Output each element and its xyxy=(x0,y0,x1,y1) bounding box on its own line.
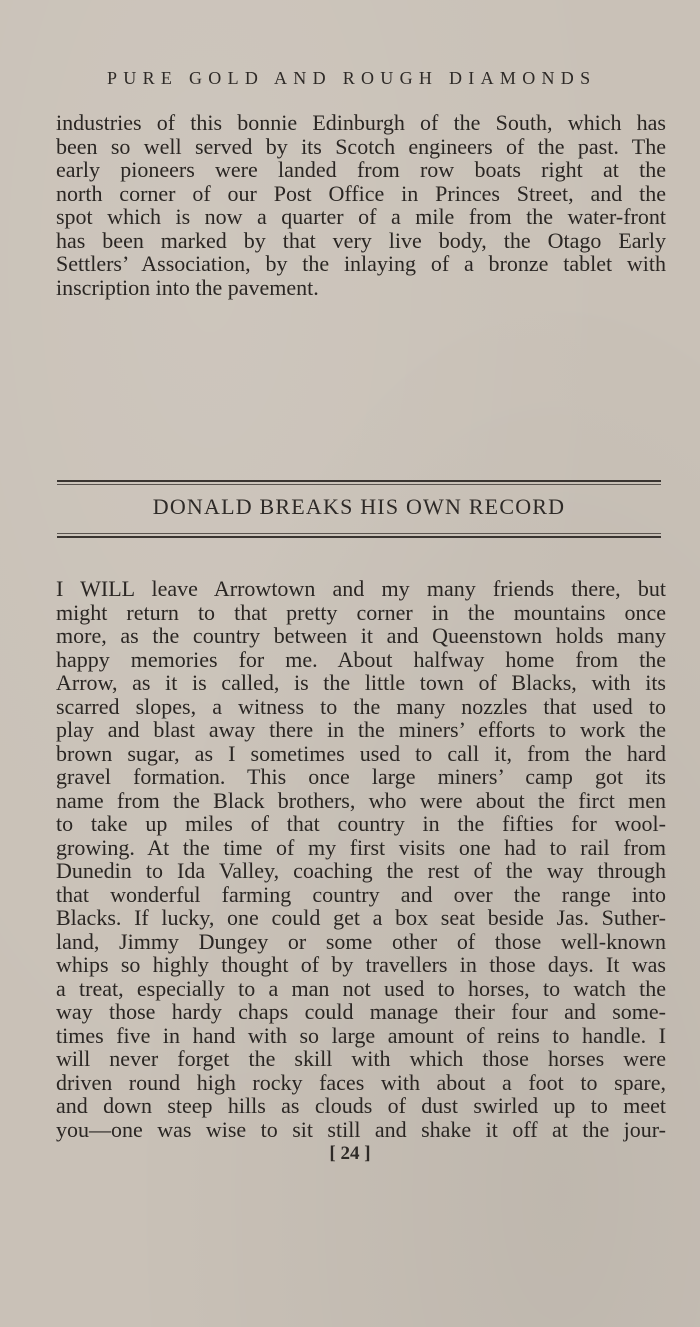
text-line: Arrow, as it is called, is the little town of Blacks, with its xyxy=(56,670,666,695)
text-line: scarred slopes, a witness to the many nozzles that used to xyxy=(56,693,666,719)
text-line: that wonderful farming country and over the range into xyxy=(56,881,666,907)
chapter-rule-top xyxy=(57,480,661,485)
text-line: Settlers’ Association, by the inlaying of a bronze tablet with xyxy=(56,251,666,276)
text-line: more, as the country between it and Queenstown holds many xyxy=(56,623,666,648)
text-line: gravel formation. This once large miners’ camp got its xyxy=(56,764,666,789)
text-line: Dunedin to Ida Valley, coaching the rest of the way through xyxy=(56,858,666,883)
text-line: a treat, especially to a man not used to horses, to watch the xyxy=(56,975,666,1001)
running-head: PURE GOLD AND ROUGH DIAMONDS xyxy=(107,68,597,88)
text-line: land, Jimmy Dungey or some other of those well-known xyxy=(56,928,666,954)
text-line: early pioneers were landed from row boats right at the xyxy=(56,157,666,182)
chapter-body-paragraph xyxy=(56,577,666,1141)
text-line: Blacks. If lucky, one could get a box seat beside Jas. Suther- xyxy=(56,905,666,930)
text-line: name from the Black brothers, who were about the firct men xyxy=(56,787,666,813)
text-line: has been marked by that very live body, the Otago Early xyxy=(56,227,666,253)
text-line: growing. At the time of my first visits one had to rail from xyxy=(56,834,666,860)
text-line: industries of this bonnie Edinburgh of the South, which has xyxy=(56,110,666,135)
text-line: spot which is now a quarter of a mile from the water-front xyxy=(56,204,666,229)
text-line: whips so highly thought of by travellers in those days. It was xyxy=(56,952,666,977)
rule-thick-line xyxy=(57,480,661,482)
text-line: north corner of our Post Office in Princes Street, and the xyxy=(56,180,666,206)
text-line: and down steep hills as clouds of dust swirled up to meet xyxy=(56,1093,666,1118)
text-line: brown sugar, as I sometimes used to call it, from the hard xyxy=(56,740,666,766)
text-line: happy memories for me. About halfway home from the xyxy=(56,646,666,672)
rule-thin-line xyxy=(57,533,661,534)
text-line: might return to that pretty corner in the mountains once xyxy=(56,599,666,625)
chapter-title: DONALD BREAKS HIS OWN RECORD xyxy=(152,494,566,519)
chapter-rule-bottom xyxy=(57,533,661,538)
paragraph-continued xyxy=(56,111,666,299)
page-number: [ 24 ] xyxy=(329,1143,371,1164)
text-line: will never forget the skill with which those horses were xyxy=(56,1046,666,1071)
text-line: inscription into the pavement. xyxy=(56,274,319,300)
text-line: driven round high rocky faces with about a foot to spare, xyxy=(56,1069,666,1095)
text-line: I WILL leave Arrowtown and my many friends there, but xyxy=(56,576,666,601)
text-line: been so well served by its Scotch engineers of the past. The xyxy=(56,133,666,159)
text-line: to take up miles of that country in the fifties for wool- xyxy=(56,811,666,836)
text-line: you—one was wise to sit still and shake it off at the jour- xyxy=(56,1116,666,1142)
text-line: play and blast away there in the miners’ efforts to work the xyxy=(56,717,666,742)
rule-thick-line xyxy=(57,536,661,538)
rule-thin-line xyxy=(57,484,661,485)
text-line: way those hardy chaps could manage their four and some- xyxy=(56,999,666,1024)
text-line: times five in hand with so large amount of reins to handle. I xyxy=(56,1022,666,1048)
